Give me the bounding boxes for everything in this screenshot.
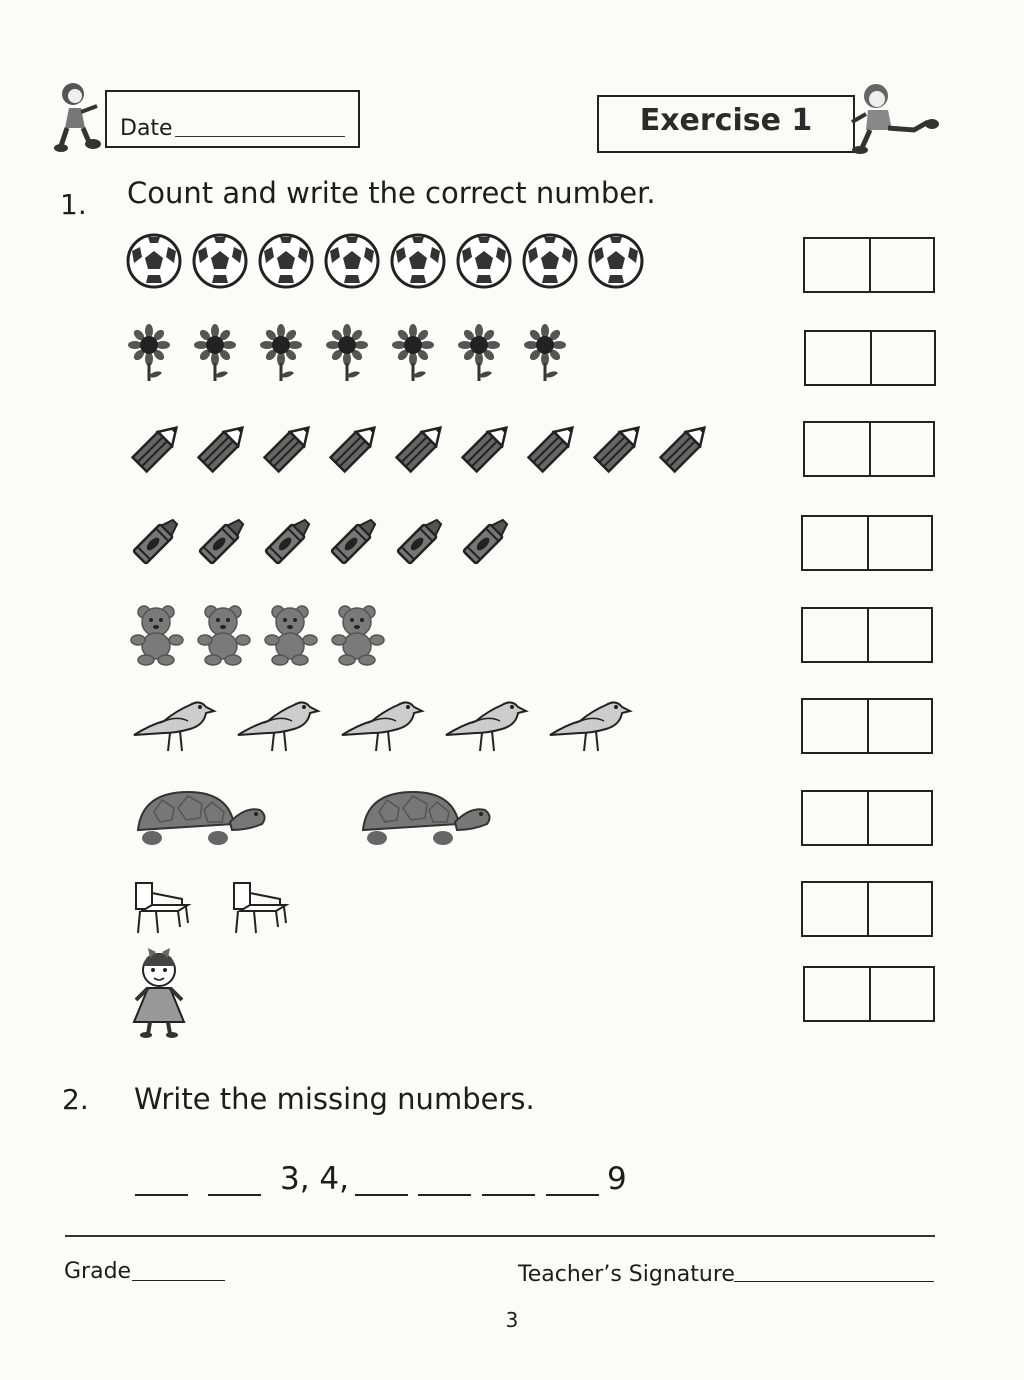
crayon-icon	[460, 511, 516, 567]
date-label: Date	[120, 116, 173, 141]
answer-box[interactable]	[801, 790, 933, 846]
soccer-ball-icon	[522, 233, 578, 289]
crayon-icon	[196, 511, 252, 567]
bird-icon	[234, 695, 318, 753]
bird-icon	[130, 695, 214, 753]
bird-icon	[546, 695, 630, 753]
doll-icon	[126, 948, 192, 1038]
teddy-bear-icon	[130, 604, 184, 664]
crayon-icon	[394, 511, 450, 567]
answer-box[interactable]	[801, 607, 933, 663]
crayon-icon	[262, 511, 318, 567]
teddy-bear-icon	[197, 604, 251, 664]
given-number-9: 9	[607, 1161, 627, 1197]
question-1-text: Count and write the correct number.	[127, 176, 656, 210]
soccer-ball-icon	[324, 233, 380, 289]
cartoon-kid-right-icon	[848, 78, 940, 156]
pencil-icon	[328, 418, 384, 474]
sunflower-icon	[390, 323, 436, 383]
grade-field[interactable]	[132, 1280, 225, 1281]
missing-number-blank-1[interactable]	[135, 1194, 188, 1196]
answer-box[interactable]	[801, 698, 933, 754]
exercise-title: Exercise 1	[639, 103, 813, 138]
pencil-icon	[658, 418, 714, 474]
pencil-icon	[526, 418, 582, 474]
tortoise-icon	[132, 786, 268, 848]
answer-box[interactable]	[804, 330, 936, 386]
question-2-number: 2.	[62, 1083, 89, 1116]
soccer-ball-icon	[126, 233, 182, 289]
teacher-signature-field[interactable]	[734, 1281, 934, 1282]
chair-icon	[132, 879, 192, 935]
cartoon-kid-left-icon	[55, 80, 105, 155]
missing-number-blank-5[interactable]	[482, 1194, 535, 1196]
answer-box[interactable]	[803, 237, 935, 293]
pencil-icon	[460, 418, 516, 474]
missing-number-blank-2[interactable]	[208, 1194, 261, 1196]
page-number: 3	[505, 1308, 519, 1332]
question-2-text: Write the missing numbers.	[134, 1082, 535, 1116]
bird-icon	[338, 695, 422, 753]
answer-box[interactable]	[803, 421, 935, 477]
sunflower-icon	[126, 323, 172, 383]
soccer-ball-icon	[192, 233, 248, 289]
soccer-ball-icon	[588, 233, 644, 289]
given-numbers-3-4: 3, 4,	[280, 1161, 350, 1197]
teddy-bear-icon	[331, 604, 385, 664]
grade-label: Grade	[64, 1259, 132, 1284]
footer-divider	[65, 1235, 935, 1237]
answer-box[interactable]	[803, 966, 935, 1022]
pencil-icon	[592, 418, 648, 474]
sunflower-icon	[258, 323, 304, 383]
crayon-icon	[328, 511, 384, 567]
answer-box[interactable]	[801, 881, 933, 937]
pencil-icon	[262, 418, 318, 474]
teacher-signature-label: Teacher’s Signature	[518, 1262, 735, 1287]
question-1-number: 1.	[60, 188, 87, 221]
chair-icon	[230, 879, 290, 935]
teddy-bear-icon	[264, 604, 318, 664]
crayon-icon	[130, 511, 186, 567]
sunflower-icon	[522, 323, 568, 383]
pencil-icon	[130, 418, 186, 474]
missing-number-blank-6[interactable]	[546, 1194, 599, 1196]
tortoise-icon	[357, 786, 493, 848]
missing-number-blank-3[interactable]	[355, 1194, 408, 1196]
missing-number-blank-4[interactable]	[418, 1194, 471, 1196]
sunflower-icon	[192, 323, 238, 383]
soccer-ball-icon	[258, 233, 314, 289]
pencil-icon	[394, 418, 450, 474]
soccer-ball-icon	[390, 233, 446, 289]
pencil-icon	[196, 418, 252, 474]
soccer-ball-icon	[456, 233, 512, 289]
bird-icon	[442, 695, 526, 753]
sunflower-icon	[456, 323, 502, 383]
date-field[interactable]	[175, 136, 345, 137]
answer-box[interactable]	[801, 515, 933, 571]
sunflower-icon	[324, 323, 370, 383]
